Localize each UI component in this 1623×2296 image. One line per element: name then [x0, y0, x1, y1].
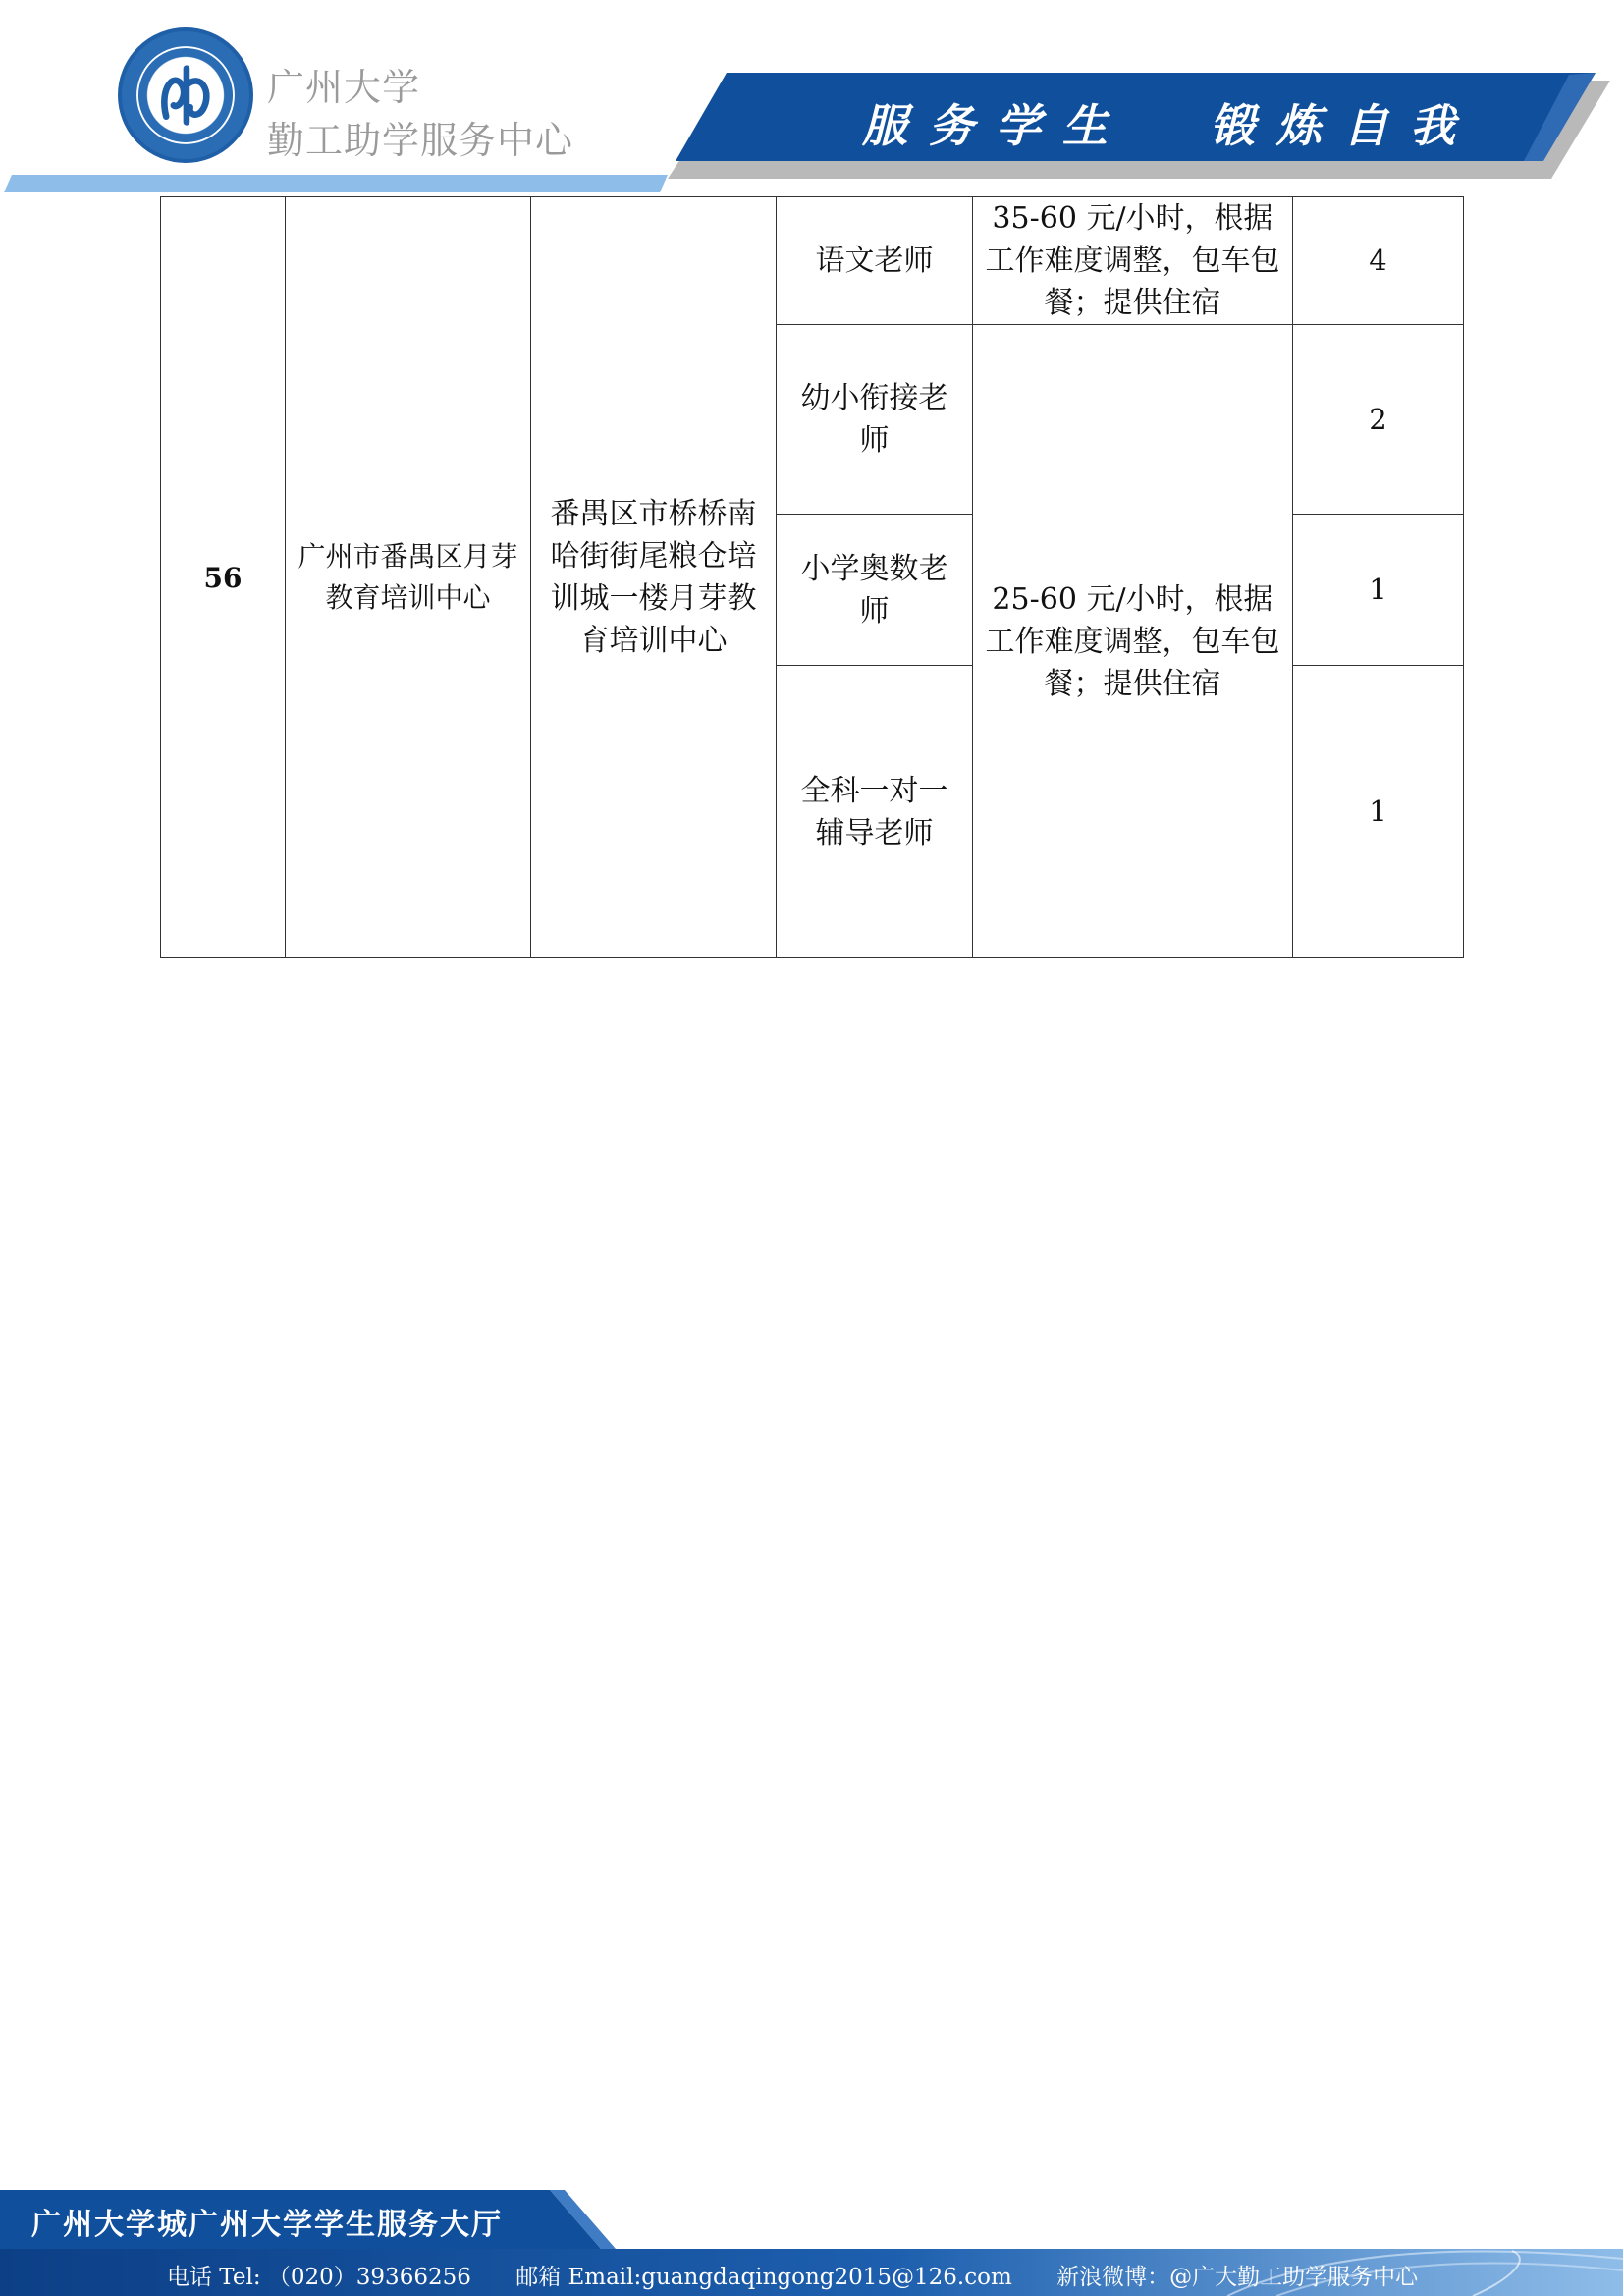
company-name: 广州市番禺区月芽教育培训中心: [286, 197, 531, 958]
footer-email[interactable]: 邮箱 Email:guangdaqingong2015@126.com: [515, 2265, 1012, 2290]
page-header: [0, 0, 1623, 201]
pay-description: 35-60 元/小时，根据工作难度调整，包车包餐；提供住宿: [973, 197, 1293, 325]
position-title: 全科一对一辅导老师: [777, 666, 973, 958]
slogan-left: 服务学生: [862, 99, 1129, 152]
company-address: 番禺区市桥桥南哈街街尾粮仓培训城一楼月芽教育培训中心: [531, 197, 777, 958]
position-count: 2: [1293, 325, 1464, 515]
footer-weibo: 新浪微博：@广大勤工助学服务中心: [1056, 2265, 1419, 2290]
footer-title: 广州大学城广州大学学生服务大厅: [31, 2208, 503, 2242]
logo-emblem-icon: [122, 31, 249, 159]
org-name-line1: 广州大学: [267, 66, 421, 109]
position-count: 4: [1293, 197, 1464, 325]
footer-phone: 电话 Tel: （020）39366256: [167, 2265, 471, 2290]
position-count: 1: [1293, 515, 1464, 666]
pay-description: 25-60 元/小时，根据工作难度调整，包车包餐；提供住宿: [973, 325, 1293, 958]
org-name-line2: 勤工助学服务中心: [267, 119, 574, 162]
slogan-right: 锻炼自我: [1210, 99, 1477, 152]
position-count: 1: [1293, 666, 1464, 958]
job-listing-table: [160, 196, 1464, 958]
row-number: 56: [161, 197, 286, 958]
position-title: 小学奥数老师: [777, 515, 973, 666]
position-title: 幼小衔接老师: [777, 325, 973, 515]
table-row: [161, 197, 1464, 325]
footer-contact: [167, 2259, 1455, 2291]
university-logo: [118, 27, 253, 163]
position-title: 语文老师: [777, 197, 973, 325]
